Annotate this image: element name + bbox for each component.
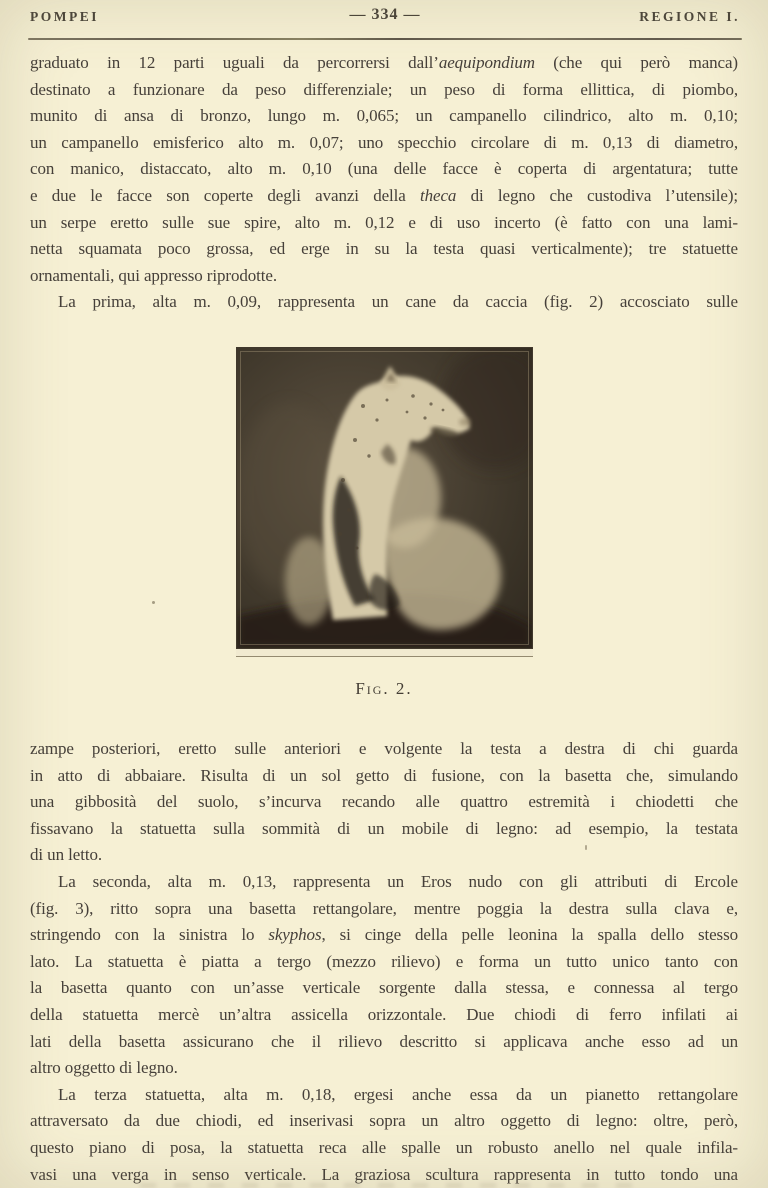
header-rule — [28, 38, 742, 40]
figure-photo — [236, 347, 533, 657]
partial-next-line-smudge — [140, 1183, 640, 1188]
print-speck — [152, 601, 155, 604]
text-line: lati della basetta assicurano che il rilievo descritto si applicava anche esso ad un — [30, 1031, 738, 1051]
page-number: — 334 — — [349, 6, 421, 23]
text-line: (fig. 3), ritto sopra una basetta rettangolare, mentre poggia la destra sulla clava e, — [30, 898, 738, 918]
photo-bottom-margin — [236, 649, 533, 657]
dog-statuette-photo — [236, 347, 533, 649]
figure-caption: Fig. 2. — [355, 679, 413, 698]
figure — [0, 347, 768, 699]
text-line: della statuetta mercè un’altra assicella orizzontale. Due chiodi di ferro infilati ai — [30, 1004, 738, 1024]
text-line: fissavano la statuetta sulla sommità di un mobile di legno: ad esempio, la testata — [30, 818, 738, 838]
text-line: graduato in 12 parti uguali da percorrersi dall’aequipondium (che qui però manca) — [30, 53, 738, 72]
running-head-right: REGIONE I. — [639, 9, 740, 24]
text-line: una gibbosità del suolo, s’incurva recando alle quattro estremità i chiodetti che — [30, 792, 738, 812]
text-line: con manico, distaccato, alto m. 0,10 (una delle facce è coperta di argentatura; tutte — [30, 159, 738, 179]
text-line: questo piano di posa, la statuetta reca alle spalle un robusto anello nel quale infila- — [30, 1137, 738, 1157]
text-line: stringendo con la sinistra lo skyphos, si cinge della pelle leonina la spalla dello stesso — [30, 925, 738, 945]
text-line: lato. La statuetta è piatta a tergo (mezzo rilievo) e forma un tutto unico tanto con — [30, 951, 738, 971]
print-speck — [585, 845, 587, 850]
text-line: ornamentali, qui appresso riprodotte. — [30, 265, 277, 285]
text-line: destinato a funzionare da peso differenziale; un peso di forma ellittica, di piombo, — [30, 79, 738, 99]
text-line: un campanello emisferico alto m. 0,07; uno specchio circolare di m. 0,13 di diametro, — [30, 132, 738, 152]
text-line: La terza statuetta, alta m. 0,18, ergesi anche essa da un pianetto rettangolare — [58, 1084, 738, 1104]
text-line: la basetta quanto con un’asse verticale sorgente dalla stessa, e connessa al tergo — [30, 978, 738, 998]
text-line: zampe posteriori, eretto sulle anteriori e volgente la testa a destra di chi guarda — [30, 739, 738, 758]
body-text-lower — [30, 736, 738, 1188]
text-line: di un letto. — [30, 845, 102, 865]
text-line: La seconda, alta m. 0,13, rappresenta un Eros nudo con gli attributi di Ercole — [58, 871, 738, 891]
text-line: in atto di abbaiare. Risulta di un sol getto di fusione, con la basetta che, simulando — [30, 765, 738, 785]
text-line: vasi una verga in senso verticale. La graziosa scultura rappresenta in tutto tondo una — [30, 1164, 738, 1184]
text-line: altro oggetto di legno. — [30, 1058, 178, 1078]
text-line: netta squamata poco grossa, ed erge in su la testa quasi verticalmente); tre statuette — [30, 239, 738, 259]
text-line: e due le facce son coperte degli avanzi della theca di legno che custodiva l’utensile); — [30, 185, 738, 205]
text-line: munito di ansa di bronzo, lungo m. 0,065; un campanello cilindrico, alto m. 0,10; — [30, 106, 738, 126]
text-line: attraversato da due chiodi, ed inserivasi sopra un altro oggetto di legno: oltre, però, — [30, 1111, 738, 1131]
running-header — [30, 6, 740, 28]
text-line: La prima, alta m. 0,09, rappresenta un cane da caccia (fig. 2) accosciato sulle — [58, 292, 738, 312]
body-text-upper — [30, 50, 738, 316]
running-head-left: POMPEI — [30, 9, 99, 24]
text-line: un serpe eretto sulle sue spire, alto m. 0,12 e di uso incerto (è fatto con una lami- — [30, 212, 738, 232]
